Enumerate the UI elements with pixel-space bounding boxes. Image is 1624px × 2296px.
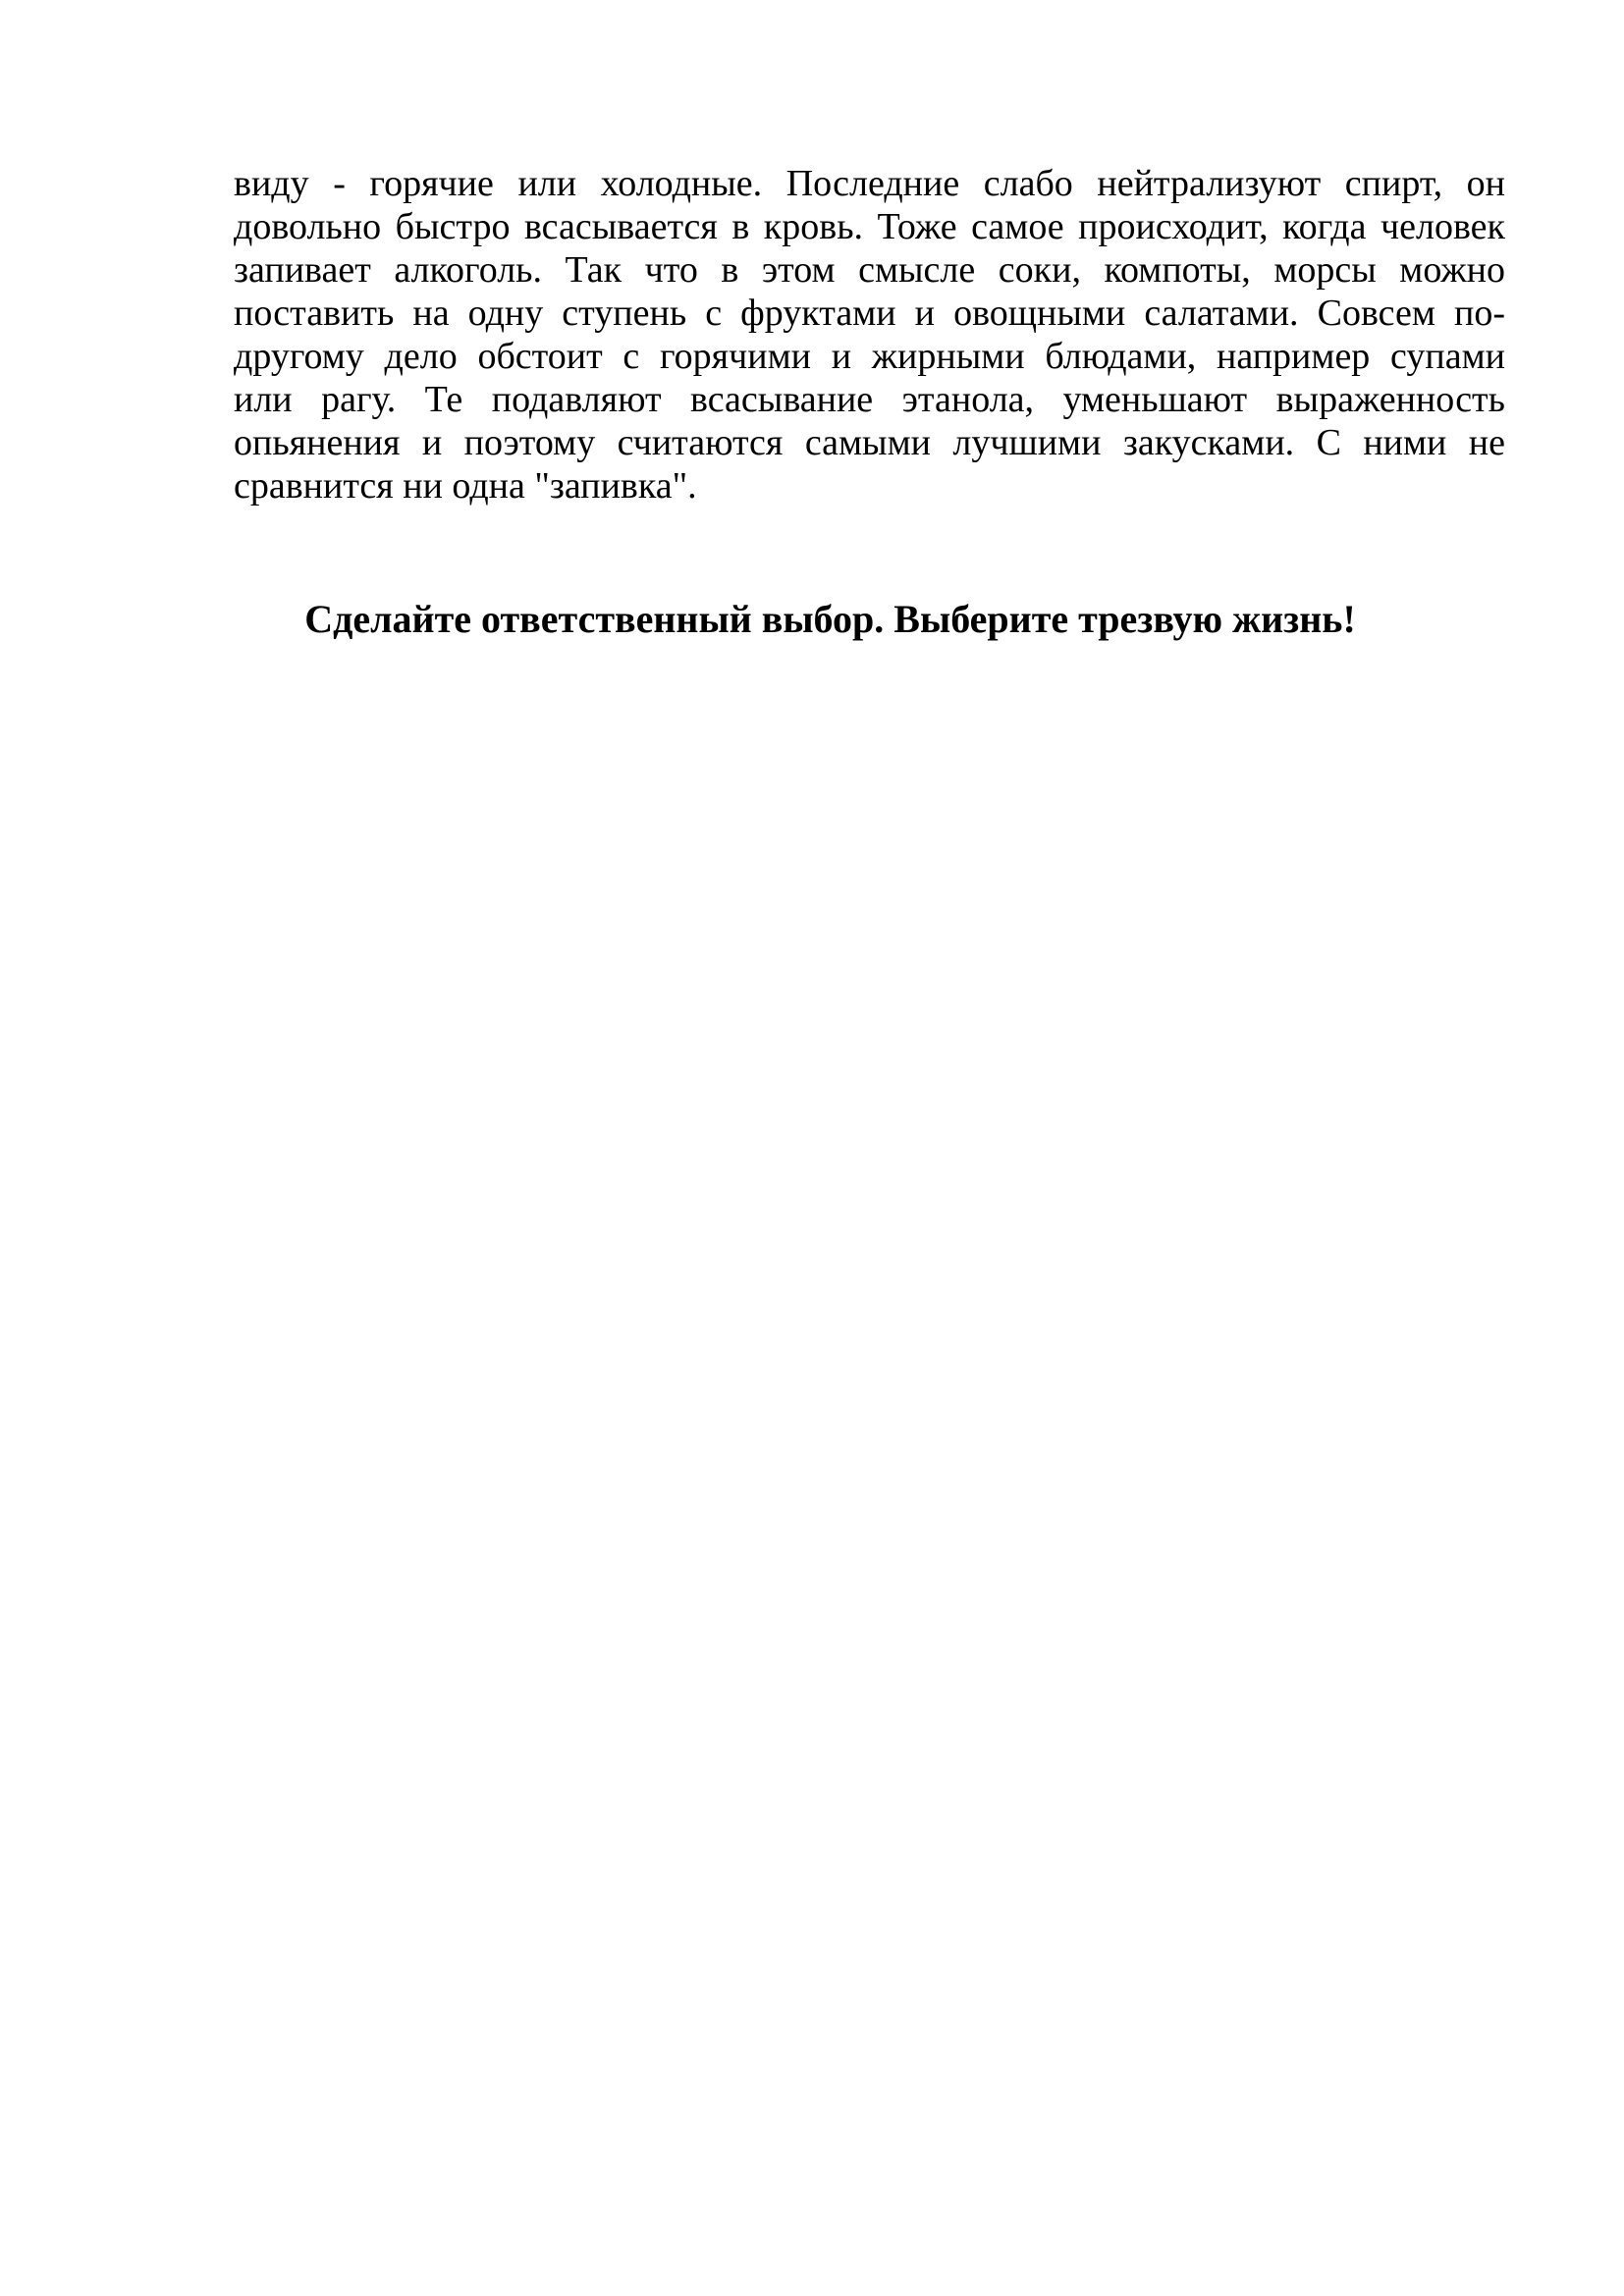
closing-slogan: Сделайте ответственный выбор. Выберите трезвую жизнь! [304,597,1356,641]
paragraph-line: виду - горячие или холодные. Последние слабо нейтрализуют спирт, он [234,163,1505,204]
paragraph-line: запивает алкоголь. Так что в этом смысле соки, компоты, морсы можно [234,249,1505,291]
paragraph-line: опьянения и поэтому считаются самыми лучшими закусками. С ними не [234,422,1505,463]
paragraph-line: другому дело обстоит с горячими и жирными блюдами, например супами [234,336,1505,377]
body-paragraph [234,162,1505,507]
paragraph-line: или рагу. Те подавляют всасывание этанола, уменьшают выраженность [234,379,1505,420]
paragraph-line: довольно быстро всасывается в кровь. Тоже самое происходит, когда человек [234,206,1505,247]
paragraph-line: сравнится ни одна "запивка". [234,465,697,507]
page-content [234,162,1505,643]
paragraph-line: поставить на одну ступень с фруктами и овощными салатами. Совсем по- [234,293,1505,334]
